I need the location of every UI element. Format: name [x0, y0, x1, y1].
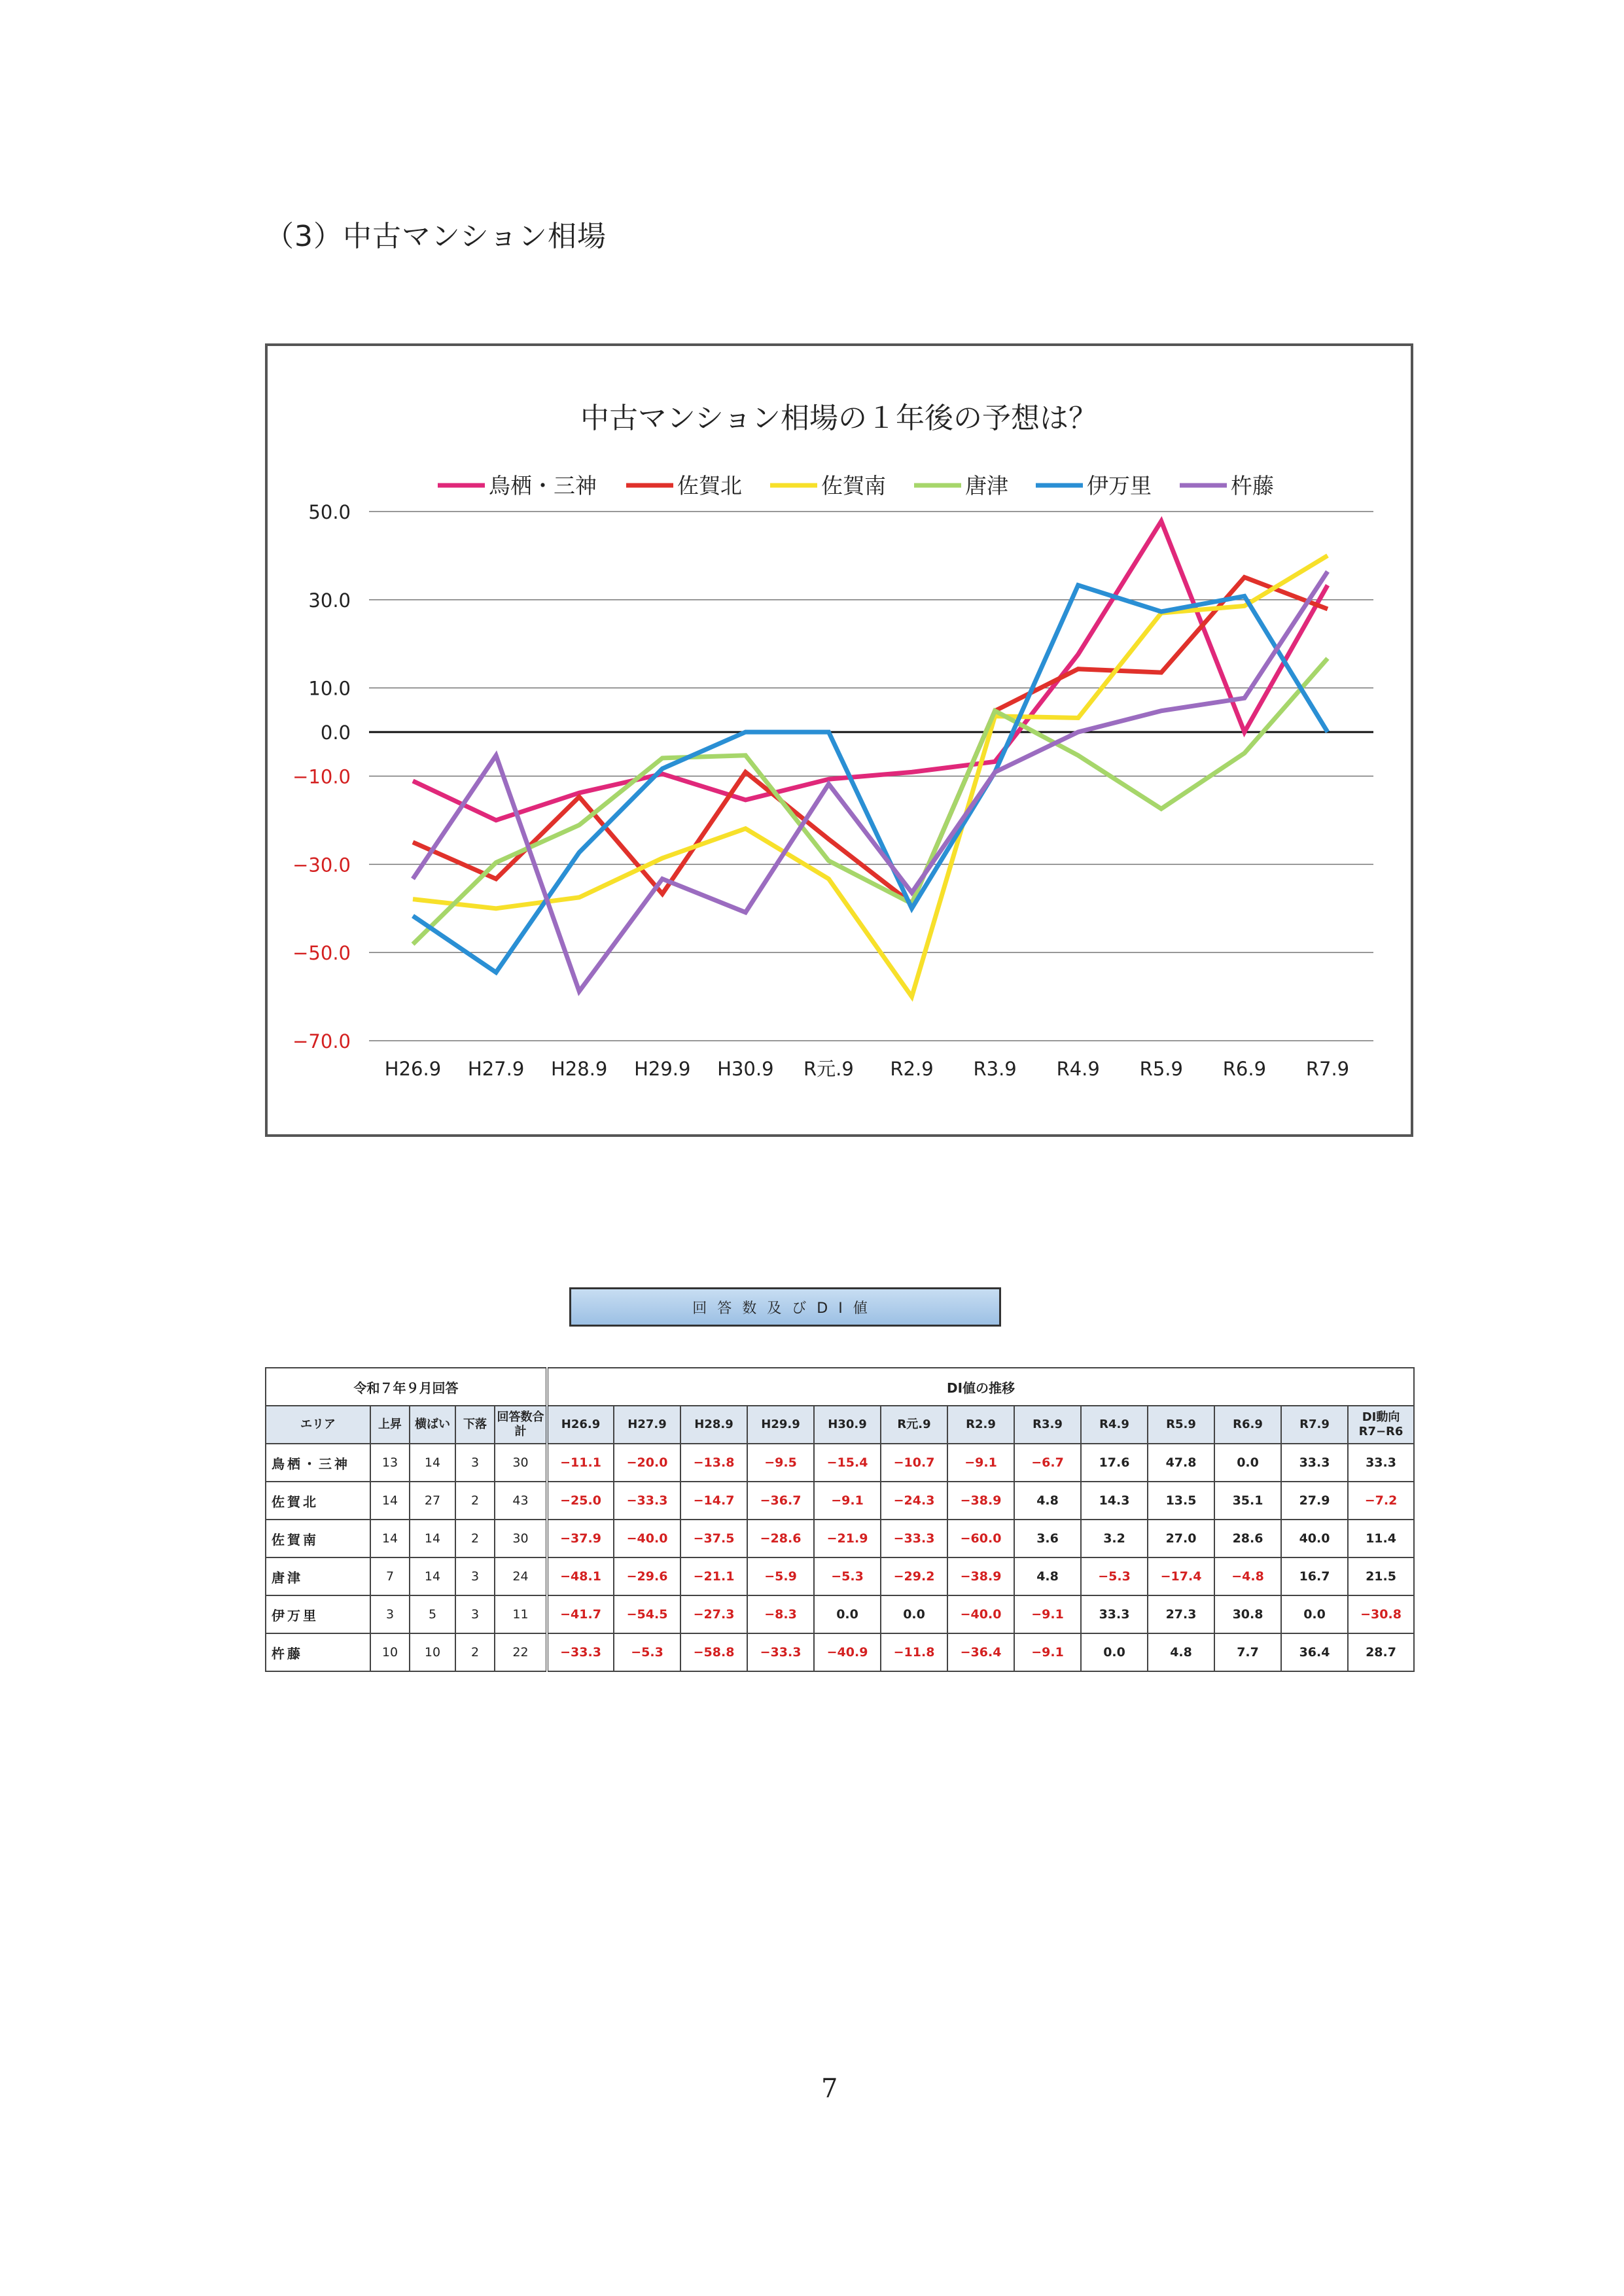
count-total-cell: 30: [495, 1520, 547, 1557]
y-tick-label: −30.0: [292, 854, 351, 877]
di-value-cell: −11.8: [881, 1633, 947, 1671]
col-header-period: R5.9: [1148, 1406, 1214, 1444]
di-value-cell: 33.3: [1081, 1595, 1148, 1633]
di-value-cell: −5.9: [747, 1557, 814, 1595]
legend-label: 鳥栖・三神: [489, 473, 597, 498]
di-value-cell: −27.3: [680, 1595, 747, 1633]
di-value-cell: 4.8: [1014, 1557, 1081, 1595]
count-up-cell: 14: [370, 1482, 410, 1520]
series-line: [413, 578, 1328, 904]
line-chart: [268, 346, 1411, 1134]
di-value-cell: 28.6: [1214, 1520, 1281, 1557]
di-trend-cell: 11.4: [1348, 1520, 1414, 1557]
chart-frame: [265, 343, 1413, 1137]
di-value-cell: −41.7: [547, 1595, 614, 1633]
di-value-cell: −24.3: [881, 1482, 947, 1520]
table-row: [266, 1520, 1414, 1557]
col-header-trend-line1: DI動向: [1362, 1410, 1400, 1424]
di-value-cell: −37.5: [680, 1520, 747, 1557]
di-value-cell: −40.0: [947, 1595, 1014, 1633]
legend-label: 佐賀南: [821, 473, 886, 498]
table-row: [266, 1482, 1414, 1520]
di-value-cell: 40.0: [1281, 1520, 1348, 1557]
di-value-cell: −15.4: [814, 1444, 881, 1482]
column-header-row: [266, 1406, 1414, 1444]
area-cell: 唐津: [266, 1557, 370, 1595]
di-value-cell: −20.0: [614, 1444, 680, 1482]
di-value-cell: 14.3: [1081, 1482, 1148, 1520]
di-value-cell: −13.8: [680, 1444, 747, 1482]
area-cell: 佐賀北: [266, 1482, 370, 1520]
count-flat-cell: 27: [410, 1482, 455, 1520]
y-tick-label: 0.0: [320, 722, 351, 744]
left-group-header: 令和７年９月回答: [266, 1368, 547, 1406]
di-value-cell: −33.3: [881, 1520, 947, 1557]
di-value-cell: −37.9: [547, 1520, 614, 1557]
y-tick-label: 10.0: [308, 677, 351, 700]
col-header-up: 上昇: [370, 1406, 410, 1444]
di-value-cell: 0.0: [814, 1595, 881, 1633]
di-value-cell: 27.3: [1148, 1595, 1214, 1633]
x-tick-label: R4.9: [1056, 1058, 1100, 1080]
di-value-cell: 0.0: [1214, 1444, 1281, 1482]
di-value-cell: 7.7: [1214, 1633, 1281, 1671]
x-tick-label: H26.9: [384, 1058, 442, 1080]
di-value-cell: −36.4: [947, 1633, 1014, 1671]
di-value-cell: −25.0: [547, 1482, 614, 1520]
di-value-cell: −28.6: [747, 1520, 814, 1557]
di-value-cell: −9.5: [747, 1444, 814, 1482]
di-value-cell: −5.3: [614, 1633, 680, 1671]
di-value-cell: −54.5: [614, 1595, 680, 1633]
x-tick-label: R2.9: [890, 1058, 934, 1080]
series-line: [413, 572, 1328, 992]
di-value-cell: 17.6: [1081, 1444, 1148, 1482]
di-value-cell: −36.7: [747, 1482, 814, 1520]
di-value-cell: 27.0: [1148, 1520, 1214, 1557]
di-trend-cell: −7.2: [1348, 1482, 1414, 1520]
count-up-cell: 10: [370, 1633, 410, 1671]
y-tick-label: 30.0: [308, 589, 351, 612]
count-down-cell: 3: [455, 1557, 495, 1595]
col-header-period: H26.9: [547, 1406, 614, 1444]
di-value-cell: 16.7: [1281, 1557, 1348, 1595]
count-flat-cell: 10: [410, 1633, 455, 1671]
x-tick-label: H27.9: [467, 1058, 525, 1080]
count-up-cell: 3: [370, 1595, 410, 1633]
count-down-cell: 2: [455, 1482, 495, 1520]
count-up-cell: 14: [370, 1520, 410, 1557]
count-total-cell: 11: [495, 1595, 547, 1633]
col-header-period: H29.9: [747, 1406, 814, 1444]
area-cell: 鳥栖・三神: [266, 1444, 370, 1482]
di-value-cell: −9.1: [1014, 1595, 1081, 1633]
di-value-cell: 3.6: [1014, 1520, 1081, 1557]
di-value-cell: −29.6: [614, 1557, 680, 1595]
di-value-cell: −5.3: [814, 1557, 881, 1595]
di-value-cell: −40.9: [814, 1633, 881, 1671]
di-value-cell: −21.1: [680, 1557, 747, 1595]
di-value-cell: 4.8: [1148, 1633, 1214, 1671]
table-row: [266, 1557, 1414, 1595]
di-value-cell: 4.8: [1014, 1482, 1081, 1520]
di-value-cell: −60.0: [947, 1520, 1014, 1557]
di-value-cell: −9.1: [1014, 1633, 1081, 1671]
x-tick-label: H29.9: [634, 1058, 691, 1080]
di-value-cell: 0.0: [1281, 1595, 1348, 1633]
col-header-period: R3.9: [1014, 1406, 1081, 1444]
x-tick-label: R7.9: [1305, 1058, 1350, 1080]
y-tick-label: 50.0: [308, 501, 351, 523]
di-value-cell: −29.2: [881, 1557, 947, 1595]
di-table: [265, 1367, 1415, 1672]
di-value-cell: 33.3: [1281, 1444, 1348, 1482]
di-trend-cell: 33.3: [1348, 1444, 1414, 1482]
count-total-cell: 22: [495, 1633, 547, 1671]
di-value-cell: 27.9: [1281, 1482, 1348, 1520]
section-heading: （3）中古マンション相場: [265, 220, 607, 253]
y-tick-label: −70.0: [292, 1030, 351, 1052]
legend-label: 杵藤: [1231, 473, 1274, 498]
table-row: [266, 1444, 1414, 1482]
di-value-cell: −8.3: [747, 1595, 814, 1633]
col-header-period: H28.9: [680, 1406, 747, 1444]
di-value-cell: −38.9: [947, 1557, 1014, 1595]
di-value-cell: 13.5: [1148, 1482, 1214, 1520]
count-total-cell: 24: [495, 1557, 547, 1595]
count-flat-cell: 14: [410, 1444, 455, 1482]
di-value-cell: −6.7: [1014, 1444, 1081, 1482]
right-group-header: DI値の推移: [547, 1368, 1414, 1406]
di-value-cell: −9.1: [814, 1482, 881, 1520]
table-caption: 回答数及びDI値: [569, 1287, 1001, 1327]
chart-title: 中古マンション相場の１年後の予想は？: [580, 402, 1098, 435]
table-row: [266, 1633, 1414, 1671]
di-value-cell: −11.1: [547, 1444, 614, 1482]
di-value-cell: 36.4: [1281, 1633, 1348, 1671]
count-down-cell: 3: [455, 1444, 495, 1482]
col-header-period: R6.9: [1214, 1406, 1281, 1444]
di-value-cell: −14.7: [680, 1482, 747, 1520]
x-tick-label: R3.9: [973, 1058, 1017, 1080]
di-value-cell: −5.3: [1081, 1557, 1148, 1595]
col-header-period: H30.9: [814, 1406, 881, 1444]
count-flat-cell: 14: [410, 1520, 455, 1557]
area-cell: 佐賀南: [266, 1520, 370, 1557]
count-flat-cell: 14: [410, 1557, 455, 1595]
count-down-cell: 2: [455, 1520, 495, 1557]
x-tick-label: H28.9: [550, 1058, 608, 1080]
col-header-down: 下落: [455, 1406, 495, 1444]
di-value-cell: −4.8: [1214, 1557, 1281, 1595]
page-number: 7: [821, 2074, 838, 2104]
x-tick-label: H30.9: [717, 1058, 774, 1080]
col-header-trend-line2: R7−R6: [1358, 1425, 1403, 1438]
di-value-cell: −58.8: [680, 1633, 747, 1671]
col-header-period: R4.9: [1081, 1406, 1148, 1444]
di-value-cell: −17.4: [1148, 1557, 1214, 1595]
col-header-period: H27.9: [614, 1406, 680, 1444]
count-total-cell: 43: [495, 1482, 547, 1520]
di-value-cell: −48.1: [547, 1557, 614, 1595]
di-value-cell: −38.9: [947, 1482, 1014, 1520]
col-header-trend: [1348, 1406, 1414, 1444]
legend-label: 唐津: [965, 473, 1008, 498]
legend-label: 伊万里: [1087, 473, 1152, 498]
count-flat-cell: 5: [410, 1595, 455, 1633]
count-up-cell: 13: [370, 1444, 410, 1482]
col-header-period: R7.9: [1281, 1406, 1348, 1444]
di-value-cell: 35.1: [1214, 1482, 1281, 1520]
di-value-cell: −33.3: [547, 1633, 614, 1671]
di-value-cell: 47.8: [1148, 1444, 1214, 1482]
di-trend-cell: 28.7: [1348, 1633, 1414, 1671]
area-cell: 伊万里: [266, 1595, 370, 1633]
di-value-cell: −33.3: [614, 1482, 680, 1520]
count-down-cell: 2: [455, 1633, 495, 1671]
di-trend-cell: 21.5: [1348, 1557, 1414, 1595]
count-down-cell: 3: [455, 1595, 495, 1633]
di-value-cell: 0.0: [881, 1595, 947, 1633]
table-row: [266, 1595, 1414, 1633]
count-up-cell: 7: [370, 1557, 410, 1595]
count-total-cell: 30: [495, 1444, 547, 1482]
di-value-cell: 3.2: [1081, 1520, 1148, 1557]
y-tick-label: −10.0: [292, 765, 351, 788]
series-line: [413, 521, 1328, 820]
x-tick-label: R元.9: [803, 1058, 854, 1080]
table-body: [266, 1444, 1414, 1671]
col-header-total: 回答数合計: [495, 1406, 547, 1444]
x-tick-label: R5.9: [1139, 1058, 1183, 1080]
di-value-cell: 30.8: [1214, 1595, 1281, 1633]
legend-label: 佐賀北: [677, 473, 742, 498]
di-value-cell: −9.1: [947, 1444, 1014, 1482]
col-header-area: エリア: [266, 1406, 370, 1444]
di-value-cell: −33.3: [747, 1633, 814, 1671]
col-header-period: R2.9: [947, 1406, 1014, 1444]
di-value-cell: 0.0: [1081, 1633, 1148, 1671]
area-cell: 杵藤: [266, 1633, 370, 1671]
col-header-period: R元.9: [881, 1406, 947, 1444]
di-value-cell: −40.0: [614, 1520, 680, 1557]
col-header-flat: 横ばい: [410, 1406, 455, 1444]
y-tick-label: −50.0: [292, 942, 351, 965]
di-trend-cell: −30.8: [1348, 1595, 1414, 1633]
di-value-cell: −10.7: [881, 1444, 947, 1482]
x-tick-label: R6.9: [1222, 1058, 1267, 1080]
di-value-cell: −21.9: [814, 1520, 881, 1557]
